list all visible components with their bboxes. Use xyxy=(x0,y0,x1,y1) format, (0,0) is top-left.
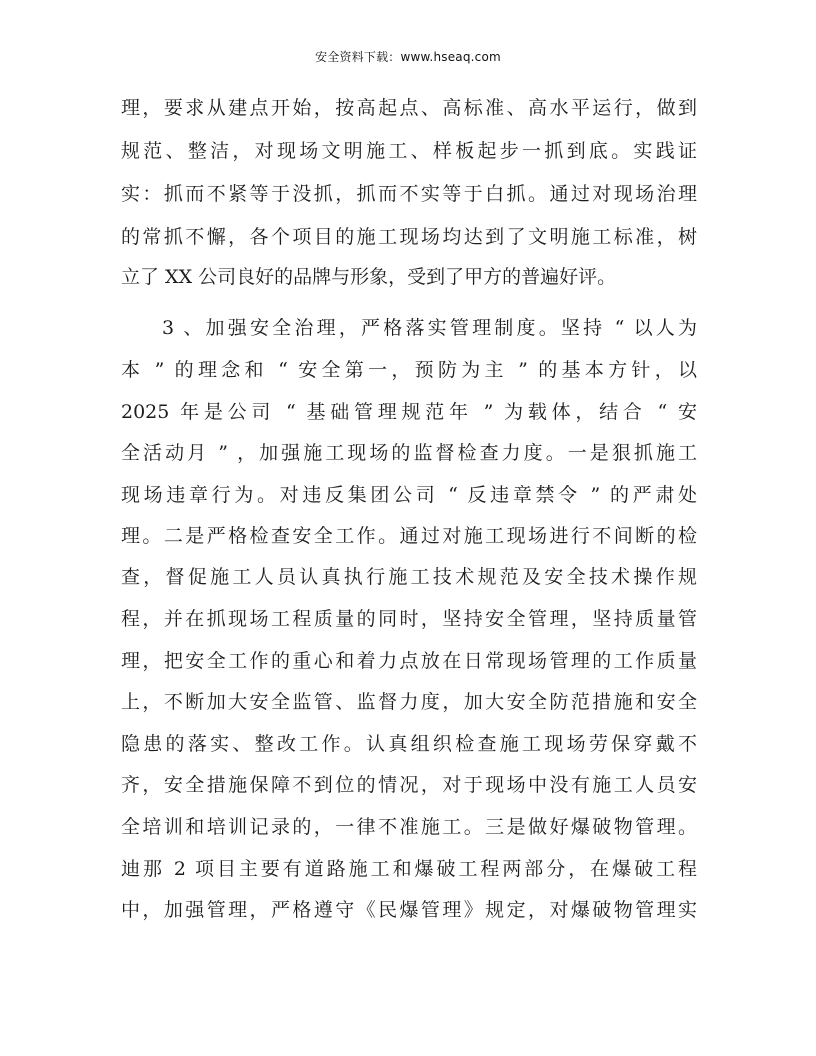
paragraph-2-line-12: 齐，安全措施保障不到位的情况，对于现场中没有施工人员安 xyxy=(121,774,697,796)
page-header: 安全资料下载：www.hseaq.com xyxy=(315,50,501,64)
paragraph-2-line-7: 查，督促施工人员认真执行施工技术规范及安全技术操作规 xyxy=(121,566,697,588)
paragraph-1-line-2: 规范、整洁，对现场文明施工、样板起步一抓到底。实践证 xyxy=(121,140,697,162)
paragraph-2-line-5: 现场违章行为。对违反集团公司 “ 反违章禁令 ” 的严肃处 xyxy=(121,484,697,506)
paragraph-2-line-3: 2025 年是公司 “ 基础管理规范年 ” 为载体，结合 “ 安 xyxy=(121,401,697,423)
paragraph-1-line-4: 的常抓不懈，各个项目的施工现场均达到了文明施工标准，树 xyxy=(121,226,697,248)
paragraph-2-line-8: 程，并在抓现场工程质量的同时，坚持安全管理，坚持质量管 xyxy=(121,608,697,630)
paragraph-2-line-13: 全培训和培训记录的，一律不准施工。三是做好爆破物管理。 xyxy=(121,816,697,838)
paragraph-2-line-9: 理，把安全工作的重心和着力点放在日常现场管理的工作质量 xyxy=(121,650,697,672)
paragraph-2-line-1: 3 、加强安全治理，严格落实管理制度。坚持 “ 以人为 xyxy=(162,317,697,339)
paragraph-2-line-15: 中，加强管理，严格遵守《民爆管理》规定，对爆破物管理实 xyxy=(121,899,697,921)
paragraph-2-line-2: 本 ” 的理念和 “ 安全第一，预防为主 ” 的基本方针，以 xyxy=(121,359,697,381)
paragraph-2-line-11: 隐患的落实、整改工作。认真组织检查施工现场劳保穿戴不 xyxy=(121,733,697,755)
paragraph-1-line-1: 理，要求从建点开始，按高起点、高标准、高水平运行，做到 xyxy=(121,97,697,119)
paragraph-2-line-14: 迪那 2 项目主要有道路施工和爆破工程两部分，在爆破工程 xyxy=(121,858,697,880)
paragraph-2-line-10: 上，不断加大安全监管、监督力度，加大安全防范措施和安全 xyxy=(121,691,697,713)
paragraph-2-line-6: 理。二是严格检查安全工作。通过对施工现场进行不间断的检 xyxy=(121,525,697,547)
paragraph-1-line-3: 实：抓而不紧等于没抓，抓而不实等于白抓。通过对现场治理 xyxy=(121,183,697,205)
paragraph-1-line-5: 立了 XX 公司良好的品牌与形象，受到了甲方的普遍好评。 xyxy=(121,266,617,288)
paragraph-2-line-4: 全活动月 ” ，加强施工现场的监督检查力度。一是狠抓施工 xyxy=(121,442,697,464)
